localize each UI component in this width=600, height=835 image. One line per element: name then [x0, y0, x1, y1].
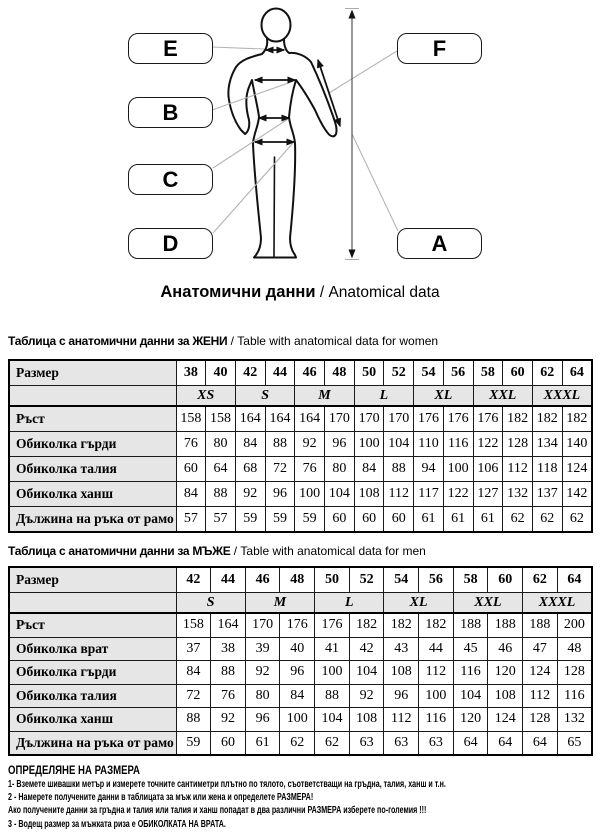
measurement-value-cell: 39 [245, 637, 280, 661]
measurement-value-cell: 63 [419, 731, 454, 755]
measurement-value-cell: 112 [503, 457, 533, 482]
measurement-value-cell: 127 [473, 482, 503, 507]
size-header-cell: 40 [206, 360, 236, 386]
measurement-row [9, 457, 592, 482]
measurement-value-cell: 124 [523, 661, 558, 685]
measurement-value-cell: 43 [384, 637, 419, 661]
figure-label-b-text: B [162, 99, 179, 125]
measurement-value-cell: 65 [557, 731, 592, 755]
figure-label-d [128, 228, 213, 259]
height-dimension-line [345, 9, 359, 260]
measurement-arrows [255, 50, 340, 142]
measurement-row-label: Обиколка гърди [9, 661, 176, 685]
measurement-value-cell: 76 [295, 457, 325, 482]
measurement-value-cell: 182 [532, 406, 562, 432]
measurement-value-cell: 158 [176, 613, 211, 637]
head [262, 9, 291, 42]
size-header-cell: 56 [419, 567, 454, 593]
size-header-cell: 48 [280, 567, 315, 593]
measurement-value-cell: 108 [384, 661, 419, 685]
measurement-value-cell: 120 [453, 708, 488, 732]
measurement-value-cell: 64 [488, 731, 523, 755]
size-group-cell: XXL [473, 386, 532, 407]
sizing-instruction-line: 1- Вземете шивашки метър и измерете точните сантиметри плътно по тялото, съответстващи на гръдна, талия, ханш и т.н. [8, 778, 446, 790]
measurement-value-cell: 88 [265, 432, 295, 457]
size-header-cell: 52 [349, 567, 384, 593]
women-table-title-rest: / Table with anatomical data for women [227, 334, 439, 348]
measurement-value-cell: 40 [280, 637, 315, 661]
measurement-value-cell: 44 [419, 637, 454, 661]
size-group-cell: L [315, 593, 384, 614]
measurement-value-cell: 128 [557, 661, 592, 685]
measurement-value-cell: 96 [325, 432, 355, 457]
measurement-value-cell: 84 [176, 482, 206, 507]
measurement-value-cell: 80 [325, 457, 355, 482]
measurement-value-cell: 110 [414, 432, 444, 457]
figure-label-a-text: A [431, 230, 448, 256]
size-corner-label: Размер [9, 567, 176, 593]
measurement-row-label: Ръст [9, 613, 176, 637]
measurement-value-cell: 60 [325, 507, 355, 533]
measurement-value-cell: 62 [503, 507, 533, 533]
measurement-value-cell: 62 [280, 731, 315, 755]
size-header-cell: 48 [325, 360, 355, 386]
sizing-instruction-line: 2 - Намерете получените данни в таблицата за мъж или жена и определете РАЗМЕРА! [8, 791, 314, 804]
measurement-value-cell: 63 [384, 731, 419, 755]
measurement-value-cell: 100 [315, 661, 350, 685]
size-group-cell: XXXL [523, 593, 592, 614]
measurement-value-cell: 164 [211, 613, 246, 637]
measurement-value-cell: 96 [280, 661, 315, 685]
measurement-value-cell: 170 [384, 406, 414, 432]
measurement-row-label: Обиколка талия [9, 457, 176, 482]
measurement-value-cell: 118 [532, 457, 562, 482]
size-header-cell: 52 [384, 360, 414, 386]
measurement-value-cell: 84 [354, 457, 384, 482]
measurement-value-cell: 100 [419, 684, 454, 708]
measurement-value-cell: 100 [280, 708, 315, 732]
figure-label-a [397, 228, 482, 259]
measurement-value-cell: 92 [235, 482, 265, 507]
measurement-value-cell: 94 [414, 457, 444, 482]
measurement-value-cell: 96 [245, 708, 280, 732]
size-header-cell: 64 [557, 567, 592, 593]
measurement-row [9, 637, 592, 661]
figure-label-e [128, 33, 213, 64]
body-outline [228, 39, 336, 258]
measurement-value-cell: 104 [453, 684, 488, 708]
measurement-value-cell: 170 [245, 613, 280, 637]
measurement-value-cell: 100 [443, 457, 473, 482]
measurement-value-cell: 170 [325, 406, 355, 432]
measurement-value-cell: 60 [176, 457, 206, 482]
measurement-value-cell: 104 [325, 482, 355, 507]
measurement-value-cell: 96 [384, 684, 419, 708]
measurement-value-cell: 182 [384, 613, 419, 637]
measurement-value-cell: 63 [349, 731, 384, 755]
measurement-row [9, 708, 592, 732]
measurement-value-cell: 60 [354, 507, 384, 533]
measurement-value-cell: 158 [176, 406, 206, 432]
size-header-cell: 44 [211, 567, 246, 593]
measurement-value-cell: 100 [295, 482, 325, 507]
measurement-value-cell: 88 [176, 708, 211, 732]
measurement-value-cell: 128 [503, 432, 533, 457]
measurement-value-cell: 96 [265, 482, 295, 507]
group-row-spacer [9, 386, 176, 407]
measurement-value-cell: 48 [557, 637, 592, 661]
measurement-value-cell: 132 [557, 708, 592, 732]
measurement-value-cell: 61 [443, 507, 473, 533]
measurement-value-cell: 76 [176, 432, 206, 457]
figure-label-e-text: E [163, 35, 178, 61]
measurement-value-cell: 117 [414, 482, 444, 507]
measurement-value-cell: 137 [532, 482, 562, 507]
men-table-title-bold: Таблица с анатомични данни за МЪЖЕ [8, 544, 231, 558]
measurement-value-cell: 176 [280, 613, 315, 637]
measurement-value-cell: 122 [473, 432, 503, 457]
size-header-cell: 50 [315, 567, 350, 593]
measurement-value-cell: 92 [349, 684, 384, 708]
measurement-value-cell: 42 [349, 637, 384, 661]
measurement-value-cell: 112 [384, 708, 419, 732]
connector-lines [212, 47, 398, 233]
measurement-row-label: Обиколка врат [9, 637, 176, 661]
sizing-instructions-heading: ОПРЕДЕЛЯНЕ НА РАЗМЕРА [8, 763, 140, 777]
figure-caption-bold: Анатомични данни [160, 283, 316, 301]
measurement-value-cell: 72 [265, 457, 295, 482]
measurement-value-cell: 57 [176, 507, 206, 533]
measurement-row [9, 406, 592, 432]
measurement-value-cell: 112 [523, 684, 558, 708]
measurement-value-cell: 41 [315, 637, 350, 661]
size-header-cell: 58 [473, 360, 503, 386]
measurement-value-cell: 188 [488, 613, 523, 637]
measurement-value-cell: 188 [453, 613, 488, 637]
measurement-row [9, 507, 592, 533]
measurement-value-cell: 84 [176, 661, 211, 685]
measurement-value-cell: 59 [176, 731, 211, 755]
measurement-value-cell: 124 [488, 708, 523, 732]
measurement-value-cell: 176 [414, 406, 444, 432]
size-header-cell: 44 [265, 360, 295, 386]
size-header-cell: 62 [532, 360, 562, 386]
measurement-value-cell: 59 [295, 507, 325, 533]
figure-label-c [128, 164, 213, 195]
size-group-cell: S [235, 386, 294, 407]
measurement-value-cell: 62 [532, 507, 562, 533]
measurement-value-cell: 59 [265, 507, 295, 533]
measurement-value-cell: 46 [488, 637, 523, 661]
size-header-cell: 54 [414, 360, 444, 386]
measurement-value-cell: 84 [235, 432, 265, 457]
women-size-table [8, 359, 593, 533]
measurement-value-cell: 88 [206, 482, 236, 507]
measurement-value-cell: 200 [557, 613, 592, 637]
size-group-cell: S [176, 593, 245, 614]
measurement-value-cell: 64 [523, 731, 558, 755]
size-header-cell: 60 [503, 360, 533, 386]
measurement-value-cell: 164 [265, 406, 295, 432]
men-table-title-rest: / Table with anatomical data for men [230, 544, 426, 558]
measurement-value-cell: 72 [176, 684, 211, 708]
measurement-row [9, 432, 592, 457]
size-header-cell: 64 [562, 360, 592, 386]
measurement-value-cell: 76 [211, 684, 246, 708]
measurement-value-cell: 61 [245, 731, 280, 755]
measurement-value-cell: 108 [488, 684, 523, 708]
measurement-value-cell: 116 [443, 432, 473, 457]
measurement-value-cell: 112 [384, 482, 414, 507]
measurement-value-cell: 64 [206, 457, 236, 482]
figure-caption-rest: / Anatomical data [315, 284, 440, 301]
figure-caption [0, 283, 600, 302]
measurement-value-cell: 80 [245, 684, 280, 708]
measurement-value-cell: 112 [419, 661, 454, 685]
measurement-row [9, 731, 592, 755]
measurement-value-cell: 62 [562, 507, 592, 533]
measurement-value-cell: 59 [235, 507, 265, 533]
measurement-row [9, 482, 592, 507]
measurement-value-cell: 61 [414, 507, 444, 533]
measurement-value-cell: 45 [453, 637, 488, 661]
measurement-value-cell: 116 [419, 708, 454, 732]
sizing-instructions [8, 763, 598, 831]
size-group-cell: M [295, 386, 354, 407]
measurement-value-cell: 182 [503, 406, 533, 432]
anatomical-figure [0, 0, 600, 275]
measurement-value-cell: 124 [562, 457, 592, 482]
measurement-value-cell: 164 [295, 406, 325, 432]
measurement-value-cell: 188 [523, 613, 558, 637]
size-header-cell: 58 [453, 567, 488, 593]
women-table-title-bold: Таблица с анатомични данни за ЖЕНИ [8, 334, 228, 348]
measurement-value-cell: 92 [295, 432, 325, 457]
measurement-row-label: Ръст [9, 406, 176, 432]
figure-label-c-text: C [162, 166, 179, 192]
measurement-value-cell: 108 [354, 482, 384, 507]
size-group-cell: XXXL [532, 386, 592, 407]
size-group-cell: XS [176, 386, 235, 407]
measurement-value-cell: 176 [443, 406, 473, 432]
size-group-cell: XL [414, 386, 473, 407]
measurement-row-label: Дължина на ръка от рамо [9, 507, 176, 533]
measurement-value-cell: 64 [453, 731, 488, 755]
measurement-value-cell: 88 [315, 684, 350, 708]
measurement-value-cell: 38 [211, 637, 246, 661]
measurement-value-cell: 37 [176, 637, 211, 661]
figure-label-f [397, 33, 482, 64]
measurement-value-cell: 60 [211, 731, 246, 755]
measurement-value-cell: 100 [354, 432, 384, 457]
figure-label-d-text: D [162, 230, 179, 256]
size-header-cell: 62 [523, 567, 558, 593]
size-header-cell: 46 [245, 567, 280, 593]
measurement-value-cell: 170 [354, 406, 384, 432]
measurement-value-cell: 158 [206, 406, 236, 432]
measurement-value-cell: 62 [315, 731, 350, 755]
size-header-cell: 42 [176, 567, 211, 593]
measurement-value-cell: 120 [488, 661, 523, 685]
size-group-cell: XXL [453, 593, 522, 614]
measurement-value-cell: 142 [562, 482, 592, 507]
measurement-row-label: Обиколка талия [9, 684, 176, 708]
measurement-value-cell: 132 [503, 482, 533, 507]
size-header-cell: 42 [235, 360, 265, 386]
measurement-row-label: Обиколка гърди [9, 432, 176, 457]
size-corner-label: Размер [9, 360, 176, 386]
measurement-value-cell: 128 [523, 708, 558, 732]
size-group-cell: M [245, 593, 314, 614]
measurement-value-cell: 92 [245, 661, 280, 685]
measurement-value-cell: 88 [211, 661, 246, 685]
measurement-value-cell: 164 [235, 406, 265, 432]
measurement-value-cell: 92 [211, 708, 246, 732]
measurement-value-cell: 140 [562, 432, 592, 457]
size-group-cell: XL [384, 593, 453, 614]
size-header-cell: 54 [384, 567, 419, 593]
size-group-cell: L [354, 386, 413, 407]
measurement-value-cell: 106 [473, 457, 503, 482]
measurement-value-cell: 182 [349, 613, 384, 637]
measurement-value-cell: 116 [557, 684, 592, 708]
size-header-cell: 46 [295, 360, 325, 386]
measurement-value-cell: 61 [473, 507, 503, 533]
men-table-title [8, 544, 426, 558]
measurement-row [9, 661, 592, 685]
measurement-value-cell: 84 [280, 684, 315, 708]
measurement-row [9, 684, 592, 708]
measurement-value-cell: 182 [562, 406, 592, 432]
measurement-value-cell: 88 [384, 457, 414, 482]
size-header-cell: 50 [354, 360, 384, 386]
measurement-row [9, 613, 592, 637]
measurement-value-cell: 57 [206, 507, 236, 533]
measurement-value-cell: 176 [473, 406, 503, 432]
measurement-value-cell: 122 [443, 482, 473, 507]
group-row-spacer [9, 593, 176, 614]
women-table-title [8, 334, 438, 348]
measurement-value-cell: 108 [349, 708, 384, 732]
figure-label-b [128, 97, 213, 128]
measurement-row-label: Дължина на ръка от рамо [9, 731, 176, 755]
measurement-row-label: Обиколка ханш [9, 708, 176, 732]
measurement-value-cell: 68 [235, 457, 265, 482]
size-header-cell: 56 [443, 360, 473, 386]
measurement-value-cell: 47 [523, 637, 558, 661]
size-header-cell: 38 [176, 360, 206, 386]
sizing-instruction-line: Ако получените данни за гръдна и талия или талия и ханш попадат в два различни РАЗМЕРА изберете по-големия !!! [8, 804, 427, 817]
measurement-value-cell: 104 [349, 661, 384, 685]
measurement-value-cell: 182 [419, 613, 454, 637]
measurement-value-cell: 134 [532, 432, 562, 457]
measurement-value-cell: 104 [384, 432, 414, 457]
men-size-table [8, 566, 593, 756]
figure-label-f-text: F [432, 35, 447, 61]
measurement-value-cell: 116 [453, 661, 488, 685]
measurement-value-cell: 104 [315, 708, 350, 732]
measurement-value-cell: 176 [315, 613, 350, 637]
sizing-instruction-line: 3 - Водещ размер за мъжката риза е ОБИКОЛКАТА НА ВРАТА. [8, 817, 226, 830]
measurement-row-label: Обиколка ханш [9, 482, 176, 507]
measurement-value-cell: 80 [206, 432, 236, 457]
measurement-value-cell: 60 [384, 507, 414, 533]
size-header-cell: 60 [488, 567, 523, 593]
